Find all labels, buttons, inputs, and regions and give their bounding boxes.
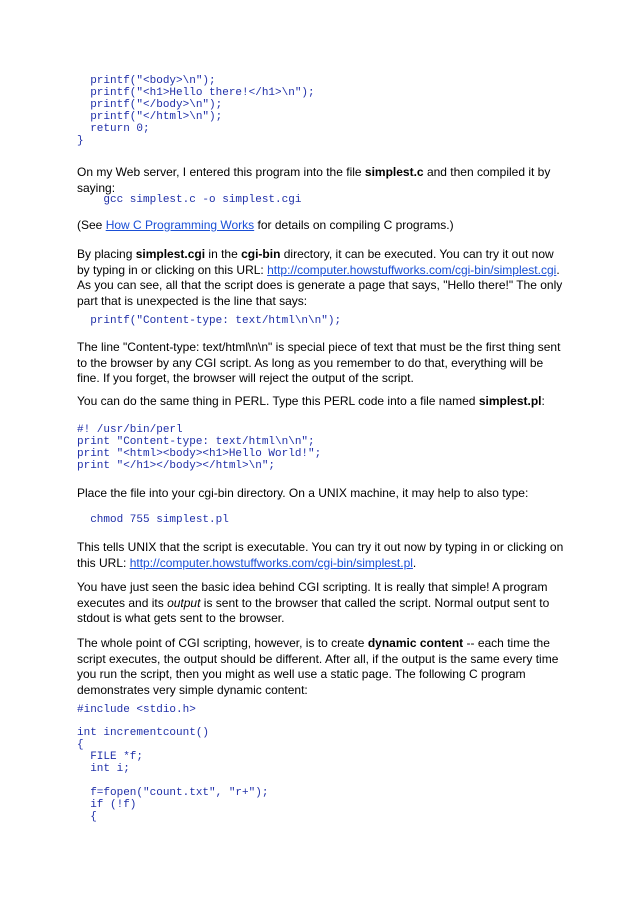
code-line: int incrementcount() (77, 727, 210, 739)
code-line: printf("<body>\n"); (77, 75, 216, 87)
code-block-c-output (77, 75, 315, 147)
code-line: printf("</html>\n"); (77, 111, 223, 123)
code-line: return 0; (77, 123, 150, 135)
paragraph-perl: You can do the same thing in PERL. Type this PERL code into a file named simplest.pl: (77, 394, 545, 408)
code-line: print "<html><body><h1>Hello World!"; (77, 448, 322, 460)
code-chmod (77, 514, 229, 526)
link-how-c-programming-works[interactable]: How C Programming Works (105, 218, 255, 232)
code-block-perl (77, 424, 321, 472)
code-block-incrementcount (77, 727, 268, 823)
link-simplest-cgi[interactable]: http://computer.howstuffworks.com/cgi-bin/simplest.cgi (267, 262, 557, 277)
code-line: print "Content-type: text/html\n\n"; (77, 436, 315, 448)
code-line: { (77, 811, 97, 823)
link-simplest-pl[interactable]: http://computer.howstuffworks.com/cgi-bin/simplest.pl (129, 555, 413, 570)
paragraph-compile: On my Web server, I entered this program into the file simplest.c and then compiled it by saying: (77, 165, 551, 195)
code-line: f=fopen("count.txt", "r+"); (77, 787, 269, 799)
code-content-type (77, 315, 341, 327)
code-include (77, 704, 196, 716)
paragraph-place-file: Place the file into your cgi-bin directory. On a UNIX machine, it may help to also type: (77, 486, 529, 500)
code-line: #include <stdio.h> (77, 704, 196, 716)
code-line: { (77, 739, 84, 751)
paragraph-basic-idea: You have just seen the basic idea behind CGI scripting. It is really that simple! A program executes and its output is sent to the browser that called the script. Normal output sent to stdout is what gets sent to the browser. (77, 580, 550, 625)
code-line (77, 775, 268, 787)
code-line: printf("<h1>Hello there!</h1>\n"); (77, 87, 315, 99)
filename: simplest.pl (478, 394, 542, 408)
paragraph-dynamic-content: The whole point of CGI scripting, however, is to create dynamic content -- each time the script executes, the output should be different. After all, if the output is the same every time you run the script, then you might as well use a static page. The following C program demonstrates very simple dynamic content: (77, 636, 559, 697)
code-line: if (!f) (77, 799, 137, 811)
paragraph-executable: This tells UNIX that the script is executable. You can try it out now by typing in or clicking on this URL: http://computer.howstuffworks.com/cgi-bin/simplest.pl. (77, 540, 564, 570)
code-line: int i; (77, 763, 130, 775)
paragraph-content-type: The line "Content-type: text/html\n\n" is special piece of text that must be the first thing sent to the browser by any CGI script. As long as you remember to do that, everything will be fine. If you forget, the browser will reject the output of the script. (77, 340, 561, 385)
code-gcc-command (77, 194, 301, 206)
code-line: print "</h1></body></html>\n"; (77, 460, 276, 472)
paragraph-see-link: (See How C Programming Works for details on compiling C programs.) (77, 218, 454, 232)
code-line: } (77, 135, 84, 147)
code-line: printf("</body>\n"); (77, 99, 223, 111)
paragraph-cgi-bin: By placing simplest.cgi in the cgi-bin directory, it can be executed. You can try it out now by typing in or clicking on this URL: http://computer.howstuffworks.com/cgi-bin/simplest.cgi. As you can see, all that the script does is generate a page that says, "Hello there!" The only part that is unexpected is the line that says: (77, 247, 563, 308)
code-line: #! /usr/bin/perl (77, 424, 183, 436)
filename: simplest.c (364, 165, 424, 179)
code-line: FILE *f; (77, 751, 144, 763)
code-line: printf("Content-type: text/html\n\n"); (77, 315, 342, 327)
code-line: gcc simplest.c -o simplest.cgi (77, 194, 302, 206)
code-line: chmod 755 simplest.pl (77, 514, 229, 526)
